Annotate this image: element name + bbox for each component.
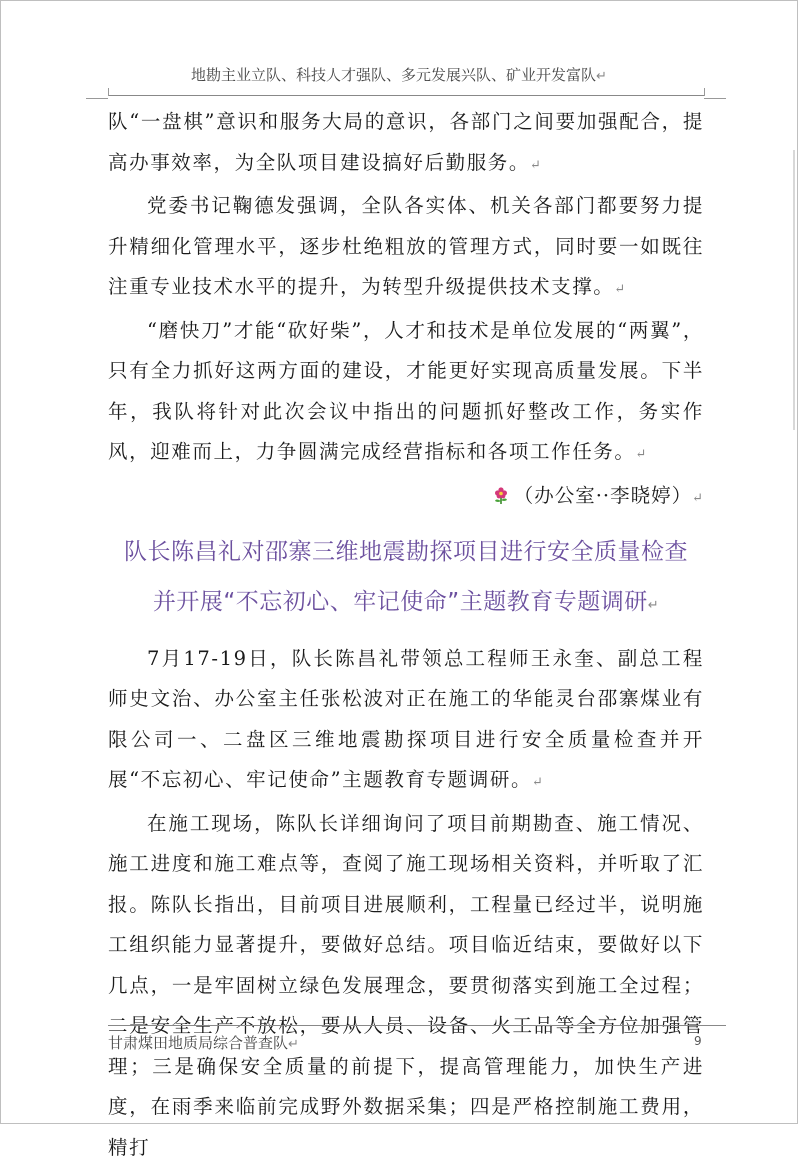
page-number: 9 (694, 1034, 702, 1048)
body-paragraph (108, 102, 704, 186)
paragraph-text: “磨快刀”才能“砍好柴”，人才和技术是单位发展的“两翼”，只有全力抓好这两方面的建设，才能更好实现高质量发展。下半年，我队将针对此次会议中指出的问题抓好整改工作，务实作风，迎难而上，力争圆满完成经营指标和各项工作任务。 (108, 319, 704, 464)
paragraph-mark-icon: ↵ (596, 69, 607, 84)
footer-rule (108, 1025, 726, 1026)
paragraph-mark-icon: ↵ (636, 447, 649, 462)
crop-mark (108, 88, 109, 96)
article-title-line-1: 队长陈昌礼对邵寨三维地震勘探项目进行安全质量检查 (108, 537, 704, 567)
page-footer (108, 1032, 299, 1053)
article-title-text: 并开展“不忘初心、牢记使命”主题教育专题调研 (153, 589, 648, 615)
paragraph-text: 在施工现场，陈队长详细询问了项目前期勘查、施工情况、施工进度和施工难点等，查阅了施工现场相关资料，并听取了汇报。陈队长指出，目前项目进展顺利，工程量已经过半，说明施工组织能力显著提升，要做好总结。项目临近结束，要做好以下几点，一是牢固树立绿色发展理念，要贯彻落实到施工全过程；二是安全生产不放松，要从人员、设备、火工品等全方位加强管理；三是确保安全质量的前提下，提高管理能力，加快生产进度，在雨季来临前完成野外数据采集；四是严格控制施工费用，精打 (108, 812, 704, 1159)
body-paragraph (108, 311, 704, 476)
body-paragraph (108, 186, 704, 311)
crop-mark (86, 88, 108, 99)
paragraph-text: 队“一盘棋”意识和服务大局的意识，各部门之间要加强配合，提高办事效率，为全队项目建设搞好后勤服务。 (108, 110, 704, 174)
author-byline (108, 476, 704, 519)
paragraph-text: 党委书记鞠德发强调，全队各实体、机关各部门都要努力提升精细化管理水平，逐步杜绝粗放的管理方式，同时要一如既往注重专业技术水平的提升，为转型升级提供技术支撑。 (108, 194, 704, 298)
paragraph-mark-icon: ↵ (532, 775, 545, 790)
scrollbar-track (793, 150, 795, 430)
footer-text: 甘肃煤田地质局综合普查队 (108, 1034, 288, 1052)
document-body (108, 102, 704, 1168)
byline-text: （办公室··李晓婷） (514, 484, 692, 507)
header-text: 地勘主业立队、科技人才强队、多元发展兴队、矿业开发富队 (191, 66, 596, 84)
body-paragraph (108, 804, 704, 1168)
paragraph-text: 7月17-19日，队长陈昌礼带领总工程师王永奎、副总工程师史文治、办公室主任张松波对正在施工的华能灵台邵寨煤业有限公司一、二盘区三维地震勘探项目进行安全质量检查并开展“不忘初心、牢记使命”主题教育专题调研。 (108, 647, 704, 792)
header-rule (108, 95, 704, 96)
crop-mark (704, 88, 726, 99)
paragraph-mark-icon: ↵ (288, 1037, 299, 1052)
page-header (0, 64, 798, 85)
paragraph-mark-icon: ↵ (648, 598, 659, 613)
paragraph-mark-icon: ↵ (530, 158, 543, 173)
body-paragraph (108, 639, 704, 804)
crop-mark (704, 88, 705, 96)
flower-icon (492, 486, 510, 504)
paragraph-mark-icon: ↵ (614, 282, 627, 297)
article-title-line-2 (108, 587, 704, 621)
paragraph-mark-icon: ↵ (692, 491, 704, 506)
